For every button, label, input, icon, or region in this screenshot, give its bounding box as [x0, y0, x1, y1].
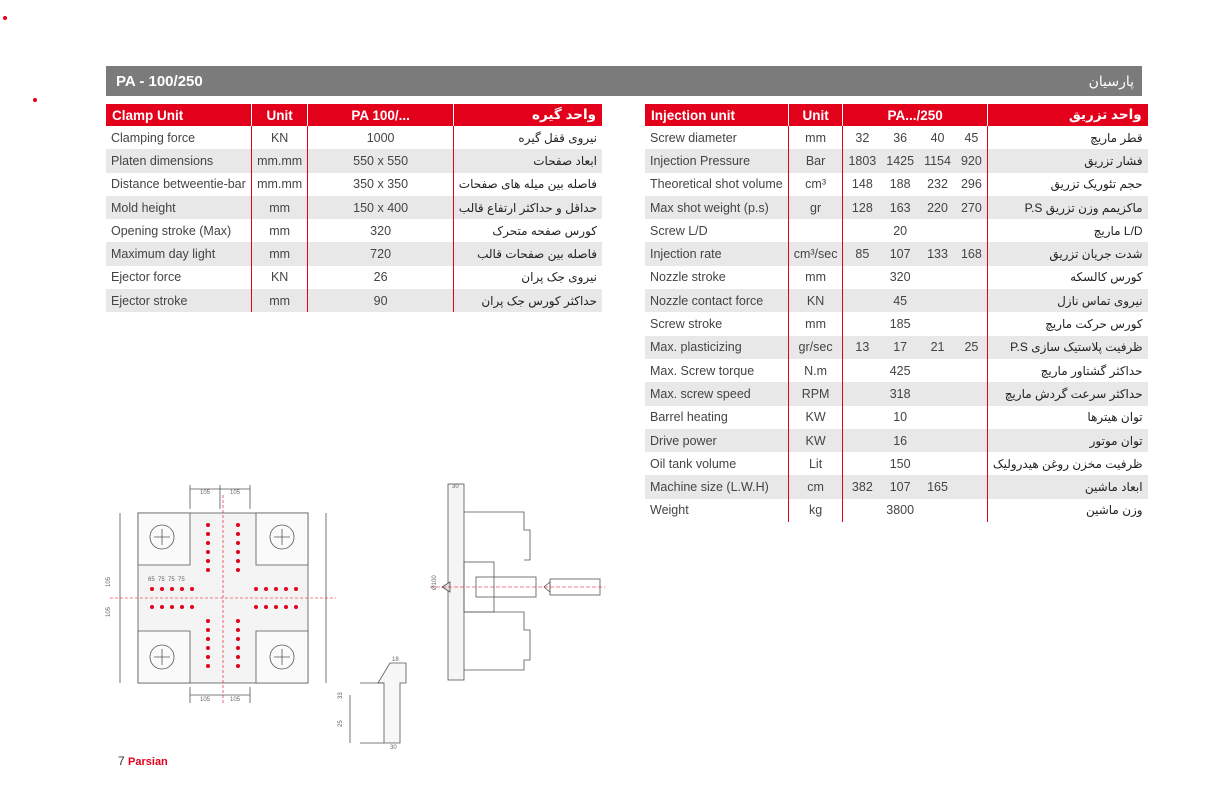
injection-row-value — [843, 382, 881, 405]
injection-row-value — [956, 312, 987, 335]
injection-row-unit: cm³ — [788, 173, 843, 196]
injection-row-value: 188 — [889, 177, 911, 192]
platen-dim-label: 105 — [230, 490, 241, 496]
clamp-row-unit: mm.mm — [251, 149, 308, 172]
injection-row — [645, 266, 1148, 289]
injection-row-unit: gr/sec — [788, 336, 843, 359]
clamp-row — [106, 266, 602, 289]
injection-row-value — [956, 382, 987, 405]
platen-hole — [264, 605, 268, 609]
platen-hole — [236, 568, 240, 572]
clamp-unit-header: Unit — [251, 104, 308, 126]
clamp-header-row — [106, 104, 602, 126]
clamp-row-value: 550 x 550 — [308, 149, 453, 172]
clamp-row — [106, 126, 602, 149]
injection-row-value: 148 — [851, 177, 873, 192]
injection-row-label: Nozzle contact force — [645, 289, 788, 312]
platen-hole — [236, 637, 240, 641]
injection-row-value — [956, 289, 987, 312]
platen-hole — [206, 541, 210, 545]
injection-row-value: 45 — [956, 126, 987, 149]
injection-row-value — [919, 359, 956, 382]
clamp-row-label: Ejector force — [106, 266, 251, 289]
injection-row-value — [919, 452, 956, 475]
platen-hole — [160, 587, 164, 591]
platen-hole — [294, 605, 298, 609]
platen-dim-label: 75 — [178, 577, 185, 583]
injection-row-label-fa: شدت جریان تزریق — [987, 242, 1147, 265]
clamp-row-label: Opening stroke (Max) — [106, 219, 251, 242]
ejector-dim-label: 25 — [338, 720, 344, 727]
platen-hole — [236, 523, 240, 527]
injection-row-value — [956, 499, 987, 522]
injection-row-value: 45 — [881, 289, 919, 312]
injection-row-value: 1425 — [881, 149, 919, 172]
injection-row-label: Injection rate — [645, 242, 788, 265]
injection-unit-table — [645, 104, 1148, 522]
clamp-model-header: PA 100/... — [308, 104, 453, 126]
clamp-row-value: 90 — [308, 289, 453, 312]
page-number: 7 — [118, 754, 125, 768]
platen-hole — [236, 541, 240, 545]
clamp-row-label: Mold height — [106, 196, 251, 219]
injection-row-value: 85 — [843, 242, 881, 265]
platen-dim-label: 105 — [106, 606, 112, 617]
platen-hole — [264, 587, 268, 591]
platen-hole — [170, 587, 174, 591]
injection-row-value: 232 — [927, 177, 948, 192]
injection-row-value: 128 — [843, 196, 881, 219]
injection-row-unit: mm — [788, 266, 843, 289]
platen-hole — [236, 532, 240, 536]
platen-hole — [236, 619, 240, 623]
injection-row-value — [919, 382, 956, 405]
ejector-dim-label: 33 — [338, 692, 344, 699]
clamp-row-value: 350 x 350 — [308, 173, 453, 196]
injection-row-label: Machine size (L.W.H) — [645, 475, 788, 498]
injection-row-label-fa: ماکزیمم وزن تزریق P.S — [987, 196, 1147, 219]
platen-hole — [254, 587, 258, 591]
injection-row-label-fa: حجم تئوریک تزریق — [1050, 177, 1143, 192]
clamp-row-unit: mm — [251, 242, 308, 265]
platen-hole — [236, 646, 240, 650]
platen-hole — [170, 605, 174, 609]
injection-title-fa: واحد تزریق — [987, 104, 1147, 126]
injection-row — [645, 336, 1148, 359]
platen-dim-label: 105 — [200, 490, 211, 496]
injection-unit-header: Unit — [788, 104, 843, 126]
injection-row-label: Injection Pressure — [645, 149, 788, 172]
injection-row-label-fa: L/D ماریچ — [1093, 223, 1143, 238]
injection-row-label: Oil tank volume — [645, 452, 788, 475]
header-model: PA - 100/250 — [116, 72, 203, 90]
injection-row-value: 133 — [919, 242, 956, 265]
platen-hole — [254, 605, 258, 609]
platen-hole — [150, 587, 154, 591]
page-footer — [118, 754, 168, 768]
platen-hole — [206, 637, 210, 641]
injection-row-value: 920 — [956, 149, 987, 172]
injection-row-value — [843, 429, 881, 452]
injection-row-value: 165 — [919, 475, 956, 498]
injection-row-label-fa: توان موتور — [987, 429, 1147, 452]
platen-hole — [190, 587, 194, 591]
injection-row — [645, 312, 1148, 335]
injection-row — [645, 242, 1148, 265]
injection-row-label: Screw L/D — [645, 219, 788, 242]
injection-row-value: 20 — [893, 223, 908, 238]
injection-row-value — [843, 289, 881, 312]
injection-row-value: 185 — [889, 317, 911, 332]
injection-row-value: 1803 — [843, 149, 881, 172]
injection-row-label-fa: قطر ماریچ — [1090, 130, 1143, 145]
injection-row-value: 32 — [855, 130, 870, 145]
injection-row-value: 25 — [956, 336, 987, 359]
injection-row-label-fa: ابعاد ماشین — [987, 475, 1147, 498]
injection-row-label: Barrel heating — [645, 406, 788, 429]
injection-row-label: Theoretical shot volume — [645, 173, 788, 196]
injection-row-value: 220 — [919, 196, 956, 219]
clamp-row-label-fa: فاصله بین صفحات قالب — [453, 242, 602, 265]
platen-dim-label: 105 — [106, 576, 112, 587]
injection-row-value — [956, 359, 987, 382]
clamp-row-unit: mm — [251, 289, 308, 312]
platen-dim-label: 65 — [148, 577, 155, 583]
injection-row-value: 318 — [881, 382, 919, 405]
platen-hole — [206, 628, 210, 632]
platen-hole — [206, 568, 210, 572]
side-dim-label: Ø100 — [432, 575, 438, 590]
injection-row-value — [919, 219, 956, 242]
injection-row-value — [843, 452, 881, 475]
injection-row-value — [843, 359, 881, 382]
injection-row-value: 16 — [881, 429, 919, 452]
platen-hole — [206, 655, 210, 659]
platen-dim-label: 105 — [200, 697, 211, 703]
clamp-row — [106, 219, 602, 242]
injection-row-value: 320 — [889, 270, 911, 285]
platen-hole — [294, 587, 298, 591]
platen-dim-label: 105 — [230, 697, 241, 703]
injection-row-label: Drive power — [645, 429, 788, 452]
injection-row-value — [956, 429, 987, 452]
injection-row-unit: mm — [788, 312, 843, 335]
platen-hole — [274, 605, 278, 609]
injection-row-value: 1154 — [919, 149, 956, 172]
injection-row-label-fa: کورس حرکت ماریچ — [1045, 317, 1143, 332]
injection-row — [645, 126, 1148, 149]
injection-row — [645, 359, 1148, 382]
injection-row-unit: mm — [788, 126, 843, 149]
platen-dim-label: 75 — [158, 577, 165, 583]
injection-row-value: 163 — [881, 196, 919, 219]
injection-row-label-fa: فشار تزریق — [987, 149, 1147, 172]
clamp-row-unit: KN — [251, 126, 308, 149]
injection-row-label: Nozzle stroke — [645, 266, 788, 289]
injection-row-label-fa: وزن ماشین — [1085, 503, 1143, 518]
platen-hole — [206, 550, 210, 554]
platen-hole — [284, 605, 288, 609]
injection-row — [645, 499, 1148, 522]
platen-hole — [206, 619, 210, 623]
injection-row-unit: Bar — [788, 149, 843, 172]
platen-hole — [160, 605, 164, 609]
injection-row-value — [919, 499, 956, 522]
injection-row-value — [919, 406, 956, 429]
clamp-row-unit: mm.mm — [251, 173, 308, 196]
platen-hole — [190, 605, 194, 609]
injection-row-unit: KW — [788, 406, 843, 429]
platen-hole — [180, 605, 184, 609]
clamp-title-fa: واحد گیره — [453, 104, 602, 126]
injection-row-value — [843, 406, 881, 429]
clamp-title: Clamp Unit — [106, 104, 251, 126]
clamp-row — [106, 149, 602, 172]
injection-row-label-fa: کورس کالسکه — [1070, 270, 1143, 285]
injection-row-value: 425 — [889, 363, 911, 378]
side-dim-label: 30 — [452, 484, 459, 490]
injection-row-value: 13 — [843, 336, 881, 359]
injection-row-unit: Lit — [788, 452, 843, 475]
injection-row-value — [919, 429, 956, 452]
platen-hole — [284, 587, 288, 591]
clamp-row-value: 150 x 400 — [308, 196, 453, 219]
injection-row-value — [843, 499, 881, 522]
platen-hole — [180, 587, 184, 591]
page-header — [106, 66, 1142, 96]
platen-drawing — [100, 485, 340, 710]
injection-row-unit: N.m — [788, 359, 843, 382]
platen-hole — [236, 655, 240, 659]
clamp-row — [106, 289, 602, 312]
platen-hole — [236, 664, 240, 668]
injection-row-unit — [788, 219, 843, 242]
clamp-row — [106, 196, 602, 219]
injection-row-value: 168 — [956, 242, 987, 265]
clamp-row-label-fa: حداکثر کورس جک پران — [453, 289, 602, 312]
injection-row-value: 270 — [956, 196, 987, 219]
injection-row-value: 3800 — [886, 503, 915, 518]
injection-row-value — [919, 289, 956, 312]
injection-row-label: Weight — [645, 499, 788, 522]
header-brand: پارسیان — [1088, 72, 1134, 89]
clamp-row-value: 320 — [308, 219, 453, 242]
side-view-drawing — [420, 482, 610, 682]
clamp-row-label: Maximum day light — [106, 242, 251, 265]
platen-dim-label: 75 — [168, 577, 175, 583]
clamp-row-label: Platen dimensions — [106, 149, 251, 172]
injection-row-label-fa: حداکثر گشتاور ماریچ — [1040, 363, 1143, 378]
injection-row — [645, 196, 1148, 219]
injection-row-value: 21 — [919, 336, 956, 359]
injection-title: Injection unit — [645, 104, 788, 126]
clamp-row-label-fa: نیروی جک پران — [521, 270, 597, 285]
injection-row-label-fa: ظرفیت پلاستیک سازی P.S — [987, 336, 1147, 359]
injection-row — [645, 219, 1148, 242]
injection-row-value: 296 — [956, 173, 987, 196]
injection-header-row — [645, 104, 1148, 126]
clamp-row-label-fa: حداقل و حداکثر ارتفاع قالب — [453, 196, 602, 219]
injection-model-header: PA.../250 — [843, 104, 987, 126]
clamp-row-label: Ejector stroke — [106, 289, 251, 312]
clamp-row-label-fa: فاصله بین میله های صفحات — [458, 177, 597, 192]
clamp-row-label: Clamping force — [106, 126, 251, 149]
injection-row — [645, 429, 1148, 452]
corner-dot — [3, 16, 7, 20]
clamp-row — [106, 173, 602, 196]
corner-dot — [33, 98, 37, 102]
injection-row-label: Max shot weight (p.s) — [645, 196, 788, 219]
clamp-row-label-fa: ابعاد صفحات — [453, 149, 602, 172]
platen-hole — [236, 628, 240, 632]
ejector-dim-label: 18 — [392, 657, 399, 663]
injection-row-value: 107 — [881, 475, 919, 498]
platen-hole — [206, 532, 210, 536]
injection-row-unit: gr — [788, 196, 843, 219]
injection-row-value — [956, 452, 987, 475]
clamp-row — [106, 242, 602, 265]
injection-row-value — [843, 266, 881, 289]
injection-row-value — [956, 475, 987, 498]
injection-row-label-fa: توان هیترها — [1087, 410, 1143, 425]
footer-brand: Parsian — [128, 756, 168, 768]
injection-row-unit: KW — [788, 429, 843, 452]
clamp-row-value: 720 — [308, 242, 453, 265]
clamp-unit-table — [106, 104, 602, 312]
platen-hole — [274, 587, 278, 591]
clamp-row-label-fa: کورس صفحه متحرک — [492, 223, 597, 238]
injection-row-value: 10 — [893, 410, 908, 425]
injection-row — [645, 289, 1148, 312]
clamp-row-value: 1000 — [308, 126, 453, 149]
injection-row-value: 150 — [889, 456, 911, 471]
injection-row-label: Max. plasticizing — [645, 336, 788, 359]
injection-row-label: Max. Screw torque — [645, 359, 788, 382]
injection-row-value — [919, 312, 956, 335]
platen-hole — [236, 559, 240, 563]
injection-row-label: Screw diameter — [645, 126, 788, 149]
platen-hole — [206, 559, 210, 563]
injection-row-unit: cm³/sec — [788, 242, 843, 265]
platen-hole — [206, 646, 210, 650]
ejector-detail-drawing — [330, 655, 420, 750]
clamp-row-unit: mm — [251, 219, 308, 242]
injection-row — [645, 406, 1148, 429]
injection-row-unit: cm — [788, 475, 843, 498]
ejector-dim-label: 30 — [390, 745, 397, 750]
injection-row-unit: RPM — [788, 382, 843, 405]
injection-row-value — [843, 219, 881, 242]
injection-row-label-fa: حداکثر سرعت گردش ماریچ — [987, 382, 1147, 405]
injection-row-value: 36 — [893, 130, 908, 145]
injection-row-value: 382 — [843, 475, 881, 498]
platen-hole — [150, 605, 154, 609]
injection-row-value — [843, 312, 881, 335]
injection-row-unit: kg — [788, 499, 843, 522]
clamp-row-unit: KN — [251, 266, 308, 289]
injection-row-value: 17 — [881, 336, 919, 359]
injection-row-value: 40 — [930, 130, 945, 145]
injection-row-value — [919, 266, 956, 289]
injection-row-label-fa: ظرفیت مخزن روغن هیدرولیک — [992, 456, 1143, 471]
injection-row-value — [956, 219, 987, 242]
injection-row-label-fa: نیروی تماس نازل — [987, 289, 1147, 312]
injection-row-label: Max. screw speed — [645, 382, 788, 405]
platen-hole — [236, 550, 240, 554]
injection-row-value: 107 — [881, 242, 919, 265]
injection-row-value — [956, 406, 987, 429]
clamp-row-unit: mm — [251, 196, 308, 219]
platen-hole — [206, 664, 210, 668]
injection-row — [645, 475, 1148, 498]
injection-row — [645, 173, 1148, 196]
injection-row-value — [956, 266, 987, 289]
injection-row-unit: KN — [788, 289, 843, 312]
clamp-row-value: 26 — [308, 266, 453, 289]
injection-row — [645, 382, 1148, 405]
injection-row — [645, 452, 1148, 475]
injection-row — [645, 149, 1148, 172]
clamp-row-label-fa: نیروی قفل گیره — [518, 130, 597, 145]
clamp-row-label: Distance betweentie-bar — [106, 173, 251, 196]
injection-row-label: Screw stroke — [645, 312, 788, 335]
platen-hole — [206, 523, 210, 527]
